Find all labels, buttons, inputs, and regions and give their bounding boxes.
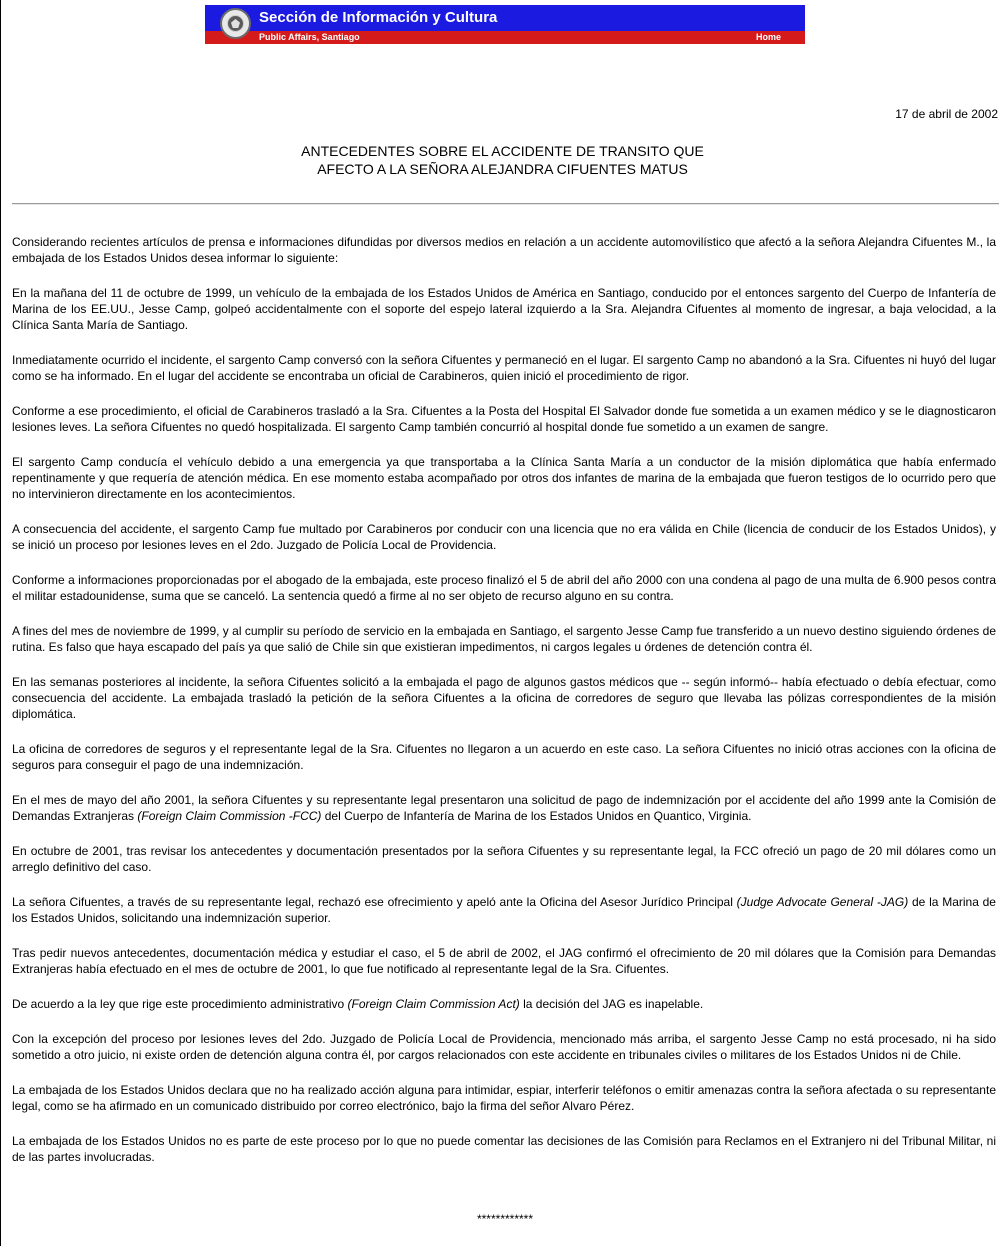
seal-inner [227, 15, 244, 32]
paragraph-text: En el mes de mayo del año 2001, la señora Cifuentes y su representante legal presentaron una solicitud de pago de indemnización por el accidente del año 1999 ante la Comisión de Demandas Extranjeras [12, 793, 996, 823]
body-paragraph: Tras pedir nuevos antecedentes, documentación médica y estudiar el caso, el 5 de abril de 2002, el JAG confirmó el ofrecimiento de 20 mil dólares que la Comisión para Demandas Extranjeras había efectuado en el mes de octubre de 2001, lo que fue notificado al representante legal de la Sra. Cifuentes. [12, 946, 996, 976]
document-body [12, 234, 996, 1184]
body-paragraph: En las semanas posteriores al incidente, la señora Cifuentes solicitó a la embajada el pago de algunos gastos médicos que -- según informó-- había efectuado o debía efectuar, como consecuencia del accidente. La embajada trasladó la petición de la señora Cifuentes a la oficina de corredores de seguro que llevaba las pólizas correspondientes de la misión diplomática. [12, 675, 996, 721]
document-title [0, 142, 1005, 178]
body-paragraph: Conforme a ese procedimiento, el oficial de Carabineros trasladó a la Sra. Cifuentes a la Posta del Hospital El Salvador donde fue sometida a un examen médico y se le diagnosticaron lesiones leves. La señora Cifuentes no quedó hospitalizada. El sargento Camp también concurrió al hospital donde fue sometido a un examen de sangre. [12, 404, 996, 434]
paragraph-italic-term: (Foreign Claim Commission -FCC) [137, 809, 322, 823]
body-paragraph: La embajada de los Estados Unidos no es parte de este proceso por lo que no puede comentar las decisiones de las Comisión para Reclamos en el Extranjero ni del Tribunal Militar, ni de las partes involucradas. [12, 1134, 996, 1164]
paragraph-text: de la Marina de los Estados Unidos, solicitando una indemnización superior. [12, 895, 996, 925]
paragraph-italic-term: (Foreign Claim Commission Act) [347, 997, 520, 1011]
paragraph-italic-term: (Judge Advocate General -JAG) [736, 895, 909, 909]
body-paragraph: Considerando recientes artículos de prensa e informaciones difundidas por diversos medios en relación a un accidente automovilístico que afectó a la señora Alejandra Cifuentes M., la embajada de los Estados Unidos desea informar lo siguiente: [12, 235, 996, 265]
embassy-seal-icon [220, 8, 251, 39]
horizontal-divider [12, 203, 999, 205]
header-title: Sección de Información y Cultura [259, 9, 498, 26]
body-paragraph: La embajada de los Estados Unidos declara que no ha realizado acción alguna para intimidar, espiar, interferir teléfonos o emitir amenazas contra la señora afectada o su representante legal, como se ha afirmado en un comunicado distribuido por correo electrónico, bajo la firma del señor Alvaro Pérez. [12, 1083, 996, 1113]
document-title-line-1: ANTECEDENTES SOBRE EL ACCIDENTE DE TRANSITO QUE [301, 143, 704, 159]
paragraph-text: De acuerdo a la ley que rige este procedimiento administrativo [12, 997, 348, 1011]
site-header-banner [205, 5, 805, 44]
body-paragraph: Con la excepción del proceso por lesiones leves del 2do. Juzgado de Policía Local de Providencia, mencionado más arriba, el sargento Jesse Camp no está procesado, ni ha sido sometido a otro juicio, ni existe orden de detención alguna contra él, por cargos relacionados con este accidente en tribunales civiles o militares de los Estados Unidos ni de Chile. [12, 1032, 996, 1062]
end-of-document-mark: ************ [476, 1212, 534, 1226]
body-paragraph: En la mañana del 11 de octubre de 1999, un vehículo de la embajada de los Estados Unidos de América en Santiago, conducido por el entonces sargento del Cuerpo de Infantería de Marina de los EE.UU., Jesse Camp, golpeó accidentalmente con el soporte del espejo lateral izquierdo a la Sra. Alejandra Cifuentes al momento de ingresar, a baja velocidad, a la Clínica Santa María de Santiago. [12, 286, 996, 332]
body-paragraph [12, 996, 996, 1012]
document-title-line-2: AFECTO A LA SEÑORA ALEJANDRA CIFUENTES MATUS [317, 161, 688, 177]
body-paragraph [12, 894, 996, 926]
body-paragraph: Conforme a informaciones proporcionadas por el abogado de la embajada, este proceso finalizó el 5 de abril del año 2000 con una condena al pago de una multa de 6.900 pesos contra el militar estadounidense, suma que se canceló. La sentencia quedó a firme al no ser objeto de recurso alguno en su contra. [12, 573, 996, 603]
header-subtitle: Public Affairs, Santiago [259, 32, 360, 42]
paragraph-text: la decisión del JAG es inapelable. [519, 997, 704, 1011]
body-paragraph: El sargento Camp conducía el vehículo debido a una emergencia ya que transportaba a la Clínica Santa María a un conductor de la misión diplomática que había enfermado repentinamente y que requería de atención médica. En ese momento estaba acompañado por otros dos infantes de marina de la embajada que fueron testigos de lo ocurrido pero que no intervinieron directamente en los acontecimientos. [12, 455, 996, 501]
body-paragraph: A consecuencia del accidente, el sargento Camp fue multado por Carabineros por conducir con una licencia que no era válida en Chile (licencia de conducir de los Estados Unidos), y se inició un proceso por lesiones leves en el 2do. Juzgado de Policía Local de Providencia. [12, 522, 996, 552]
page-left-border [0, 0, 1, 1246]
paragraph-text: La señora Cifuentes, a través de su representante legal, rechazó ese ofrecimiento y apeló ante la Oficina del Asesor Jurídico Principal [12, 895, 737, 909]
body-paragraph: En octubre de 2001, tras revisar los antecedentes y documentación presentados por la señora Cifuentes y su representante legal, la FCC ofreció un pago de 20 mil dólares como un arreglo definitivo del caso. [12, 844, 996, 874]
home-link[interactable]: Home [755, 32, 781, 42]
document-date: 17 de abril de 2002 [895, 107, 998, 121]
body-paragraph: A fines del mes de noviembre de 1999, y al cumplir su período de servicio en la embajada en Santiago, el sargento Jesse Camp fue transferido a un nuevo destino siguiendo órdenes de rutina. Es falso que haya escapado del país ya que salió de Chile sin que existieran impedimentos, ni cargos legales u órdenes de detención contra él. [12, 624, 996, 654]
body-paragraph: La oficina de corredores de seguros y el representante legal de la Sra. Cifuentes no llegaron a un acuerdo en este caso. La señora Cifuentes no inició otras acciones con la oficina de seguros para conseguir el pago de una indemnización. [12, 742, 996, 772]
body-paragraph [12, 792, 996, 824]
paragraph-text: del Cuerpo de Infantería de Marina de los Estados Unidos en Quantico, Virginia. [321, 809, 752, 823]
body-paragraph: Inmediatamente ocurrido el incidente, el sargento Camp conversó con la señora Cifuentes y permaneció en el lugar. El sargento Camp no abandonó a la Sra. Cifuentes ni huyó del lugar como se ha informado. En el lugar del accidente se encontraba un oficial de Carabineros, quien inició el procedimiento de rigor. [12, 353, 996, 383]
seal-eagle-mark [231, 19, 240, 28]
